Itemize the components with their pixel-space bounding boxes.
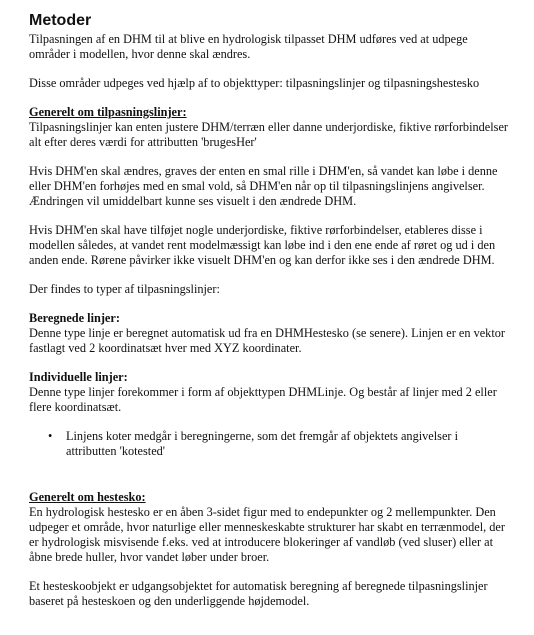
spacer <box>29 91 511 105</box>
page-title: Metoder <box>29 12 92 29</box>
intro-paragraph-1: Tilpasningen af en DHM til at blive en hydrologisk tilpasset DHM udføres ved at udpege områder i modellen, hvor denne skal ændres. <box>29 32 468 61</box>
spacer <box>29 565 511 579</box>
tilpasningslinjer-paragraph-1: Tilpasningslinjer kan enten justere DHM/terræn eller danne underjordiske, fiktive rørforbindelser alt efter deres værdi for attributten 'brugesHer' <box>29 120 509 149</box>
tilpasningslinjer-paragraph-2: Hvis DHM'en skal ændres, graves der enten en smal rille i DHM'en, så vandet kan løbe i denne eller DHM'en forhøjes med en smal vold, så DHM'en når op til tilpasningslinjens angivelser. Ændringen vil umiddelbart kunne ses visuelt i den ændrede DHM. <box>29 164 498 208</box>
spacer <box>29 62 511 76</box>
tilpasningslinjer-paragraph-4: Der findes to typer af tilpasningslinjer: <box>29 282 220 296</box>
spacer <box>29 268 511 282</box>
bullet-icon: • <box>48 429 53 443</box>
hestesko-paragraph-2: Et hesteskoobjekt er udgangsobjektet for automatisk beregning af beregnede tilpasningslinjer baseret på hesteskoen og den underliggende højdemodel. <box>29 579 488 608</box>
beregnede-linjer-text: Denne type linje er beregnet automatisk ud fra en DHMHestesko (se senere). Linjen er en vektor fastlagt ved 2 koordinatsæt hver med XYZ koordinater. <box>29 326 505 355</box>
bullet-text: Linjens koter medgår i beregningerne, som det fremgår af objektets angivelser i attributten 'kotested' <box>66 429 458 458</box>
spacer <box>29 150 511 164</box>
spacer <box>29 209 511 223</box>
intro-paragraph-2: Disse områder udpeges ved hjælp af to objekttyper: tilpasningslinjer og tilpasningshestesko <box>29 76 480 90</box>
hestesko-paragraph-1: En hydrologisk hestesko er en åben 3-sidet figur med to endepunkter og 2 mellempunkter. Den udpeger et område, hvor naturlige eller menneskeskabte strukturer har skabt en terrænmodel, der er hydrologisk misvisende f.eks. ved at introducere blokeringer af vandløb (ved sluser) eller at åbne brede huller, hvor vandet løber under broer. <box>29 505 505 564</box>
individuelle-linjer-text: Denne type linjer forekommer i form af objekttypen DHMLinje. Og består af linjer med 2 eller flere koordinatsæt. <box>29 385 497 414</box>
bullet-list-item <box>29 429 511 459</box>
tilpasningslinjer-paragraph-3: Hvis DHM'en skal have tilføjet nogle underjordiske, fiktive rørforbindelser, etableres disse i modellen således, at vandet rent modelmæssigt kan løbe ind i den ene ende af røret og ud i den anden ende. Rørene påvirker ikke visuelt DHM'en og kan derfor ikke ses i den ændrede DHM. <box>29 223 496 267</box>
section-heading-hestesko: Generelt om hestesko: <box>29 490 146 504</box>
document-page <box>29 12 511 609</box>
subheading-beregnede-linjer: Beregnede linjer: <box>29 311 120 325</box>
spacer <box>29 356 511 370</box>
spacer <box>29 297 511 311</box>
spacer <box>29 459 511 490</box>
spacer <box>29 415 511 429</box>
section-heading-tilpasningslinjer: Generelt om tilpasningslinjer: <box>29 105 187 119</box>
subheading-individuelle-linjer: Individuelle linjer: <box>29 370 128 384</box>
